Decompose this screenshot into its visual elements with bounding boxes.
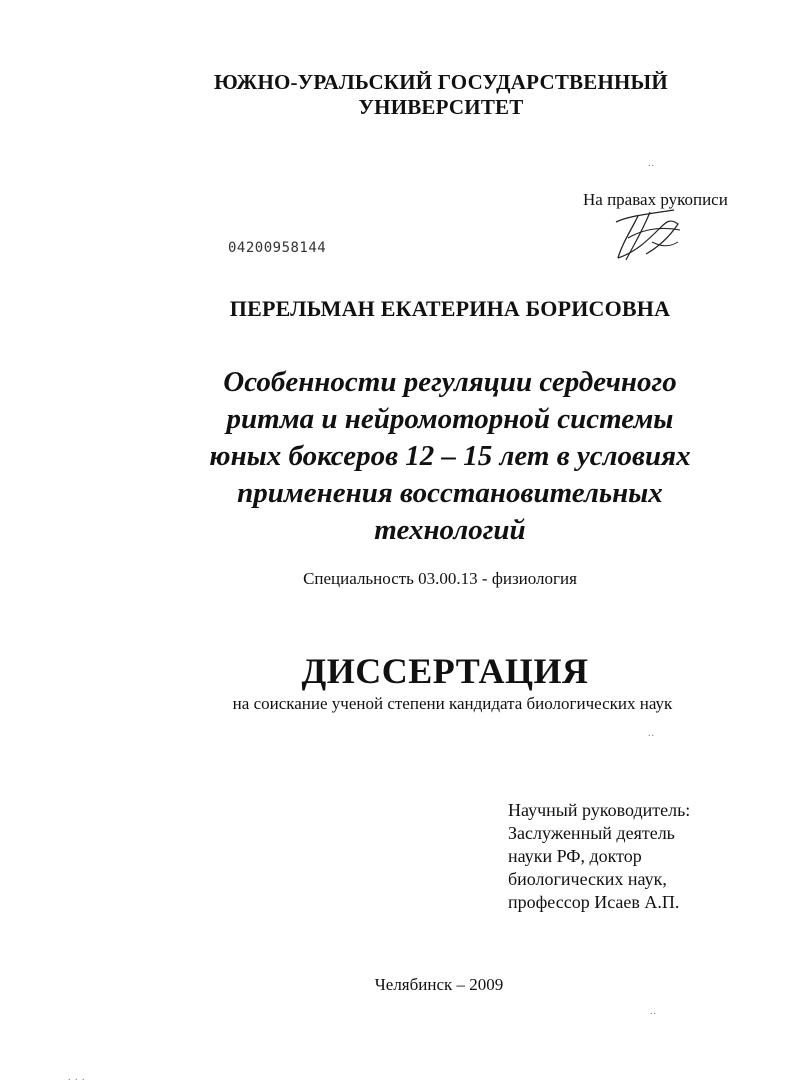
title-line: юных боксеров 12 – 15 лет в условиях bbox=[209, 440, 691, 472]
university-name bbox=[0, 70, 799, 120]
advisor-line: Научный руководитель: bbox=[508, 800, 691, 820]
university-line-2: УНИВЕРСИТЕТ bbox=[358, 95, 524, 119]
advisor-line: биологических наук, bbox=[508, 869, 667, 889]
catalog-number: 04200958144 bbox=[228, 240, 327, 256]
title-line: технологий bbox=[374, 514, 526, 546]
signature-image bbox=[608, 202, 686, 264]
advisor-block bbox=[508, 799, 690, 914]
scan-speck: . . . bbox=[68, 1072, 86, 1083]
dissertation-title bbox=[0, 364, 799, 549]
advisor-line: Заслуженный деятель bbox=[508, 823, 675, 843]
manuscript-note: На правах рукописи bbox=[583, 190, 728, 209]
university-line-1: ЮЖНО-УРАЛЬСКИЙ ГОСУДАРСТВЕННЫЙ bbox=[214, 70, 668, 94]
degree-line: на соискание ученой степени кандидата биологических наук bbox=[232, 694, 673, 713]
advisor-line: профессор Исаев А.П. bbox=[508, 892, 680, 912]
advisor-line: науки РФ, доктор bbox=[508, 846, 642, 866]
scan-speck: .. bbox=[648, 158, 655, 169]
scan-speck: .. bbox=[648, 728, 655, 739]
title-line: Особенности регуляции сердечного bbox=[223, 366, 677, 398]
document-type: ДИССЕРТАЦИЯ bbox=[301, 651, 589, 691]
scan-speck: .. bbox=[650, 1006, 657, 1017]
city-year: Челябинск – 2009 bbox=[374, 975, 504, 994]
title-line: применения восстановительных bbox=[237, 477, 663, 509]
title-line: ритма и нейромоторной системы bbox=[226, 403, 674, 435]
specialty: Специальность 03.00.13 - физиология bbox=[303, 569, 577, 588]
author-name: ПЕРЕЛЬМАН ЕКАТЕРИНА БОРИСОВНА bbox=[229, 296, 671, 321]
